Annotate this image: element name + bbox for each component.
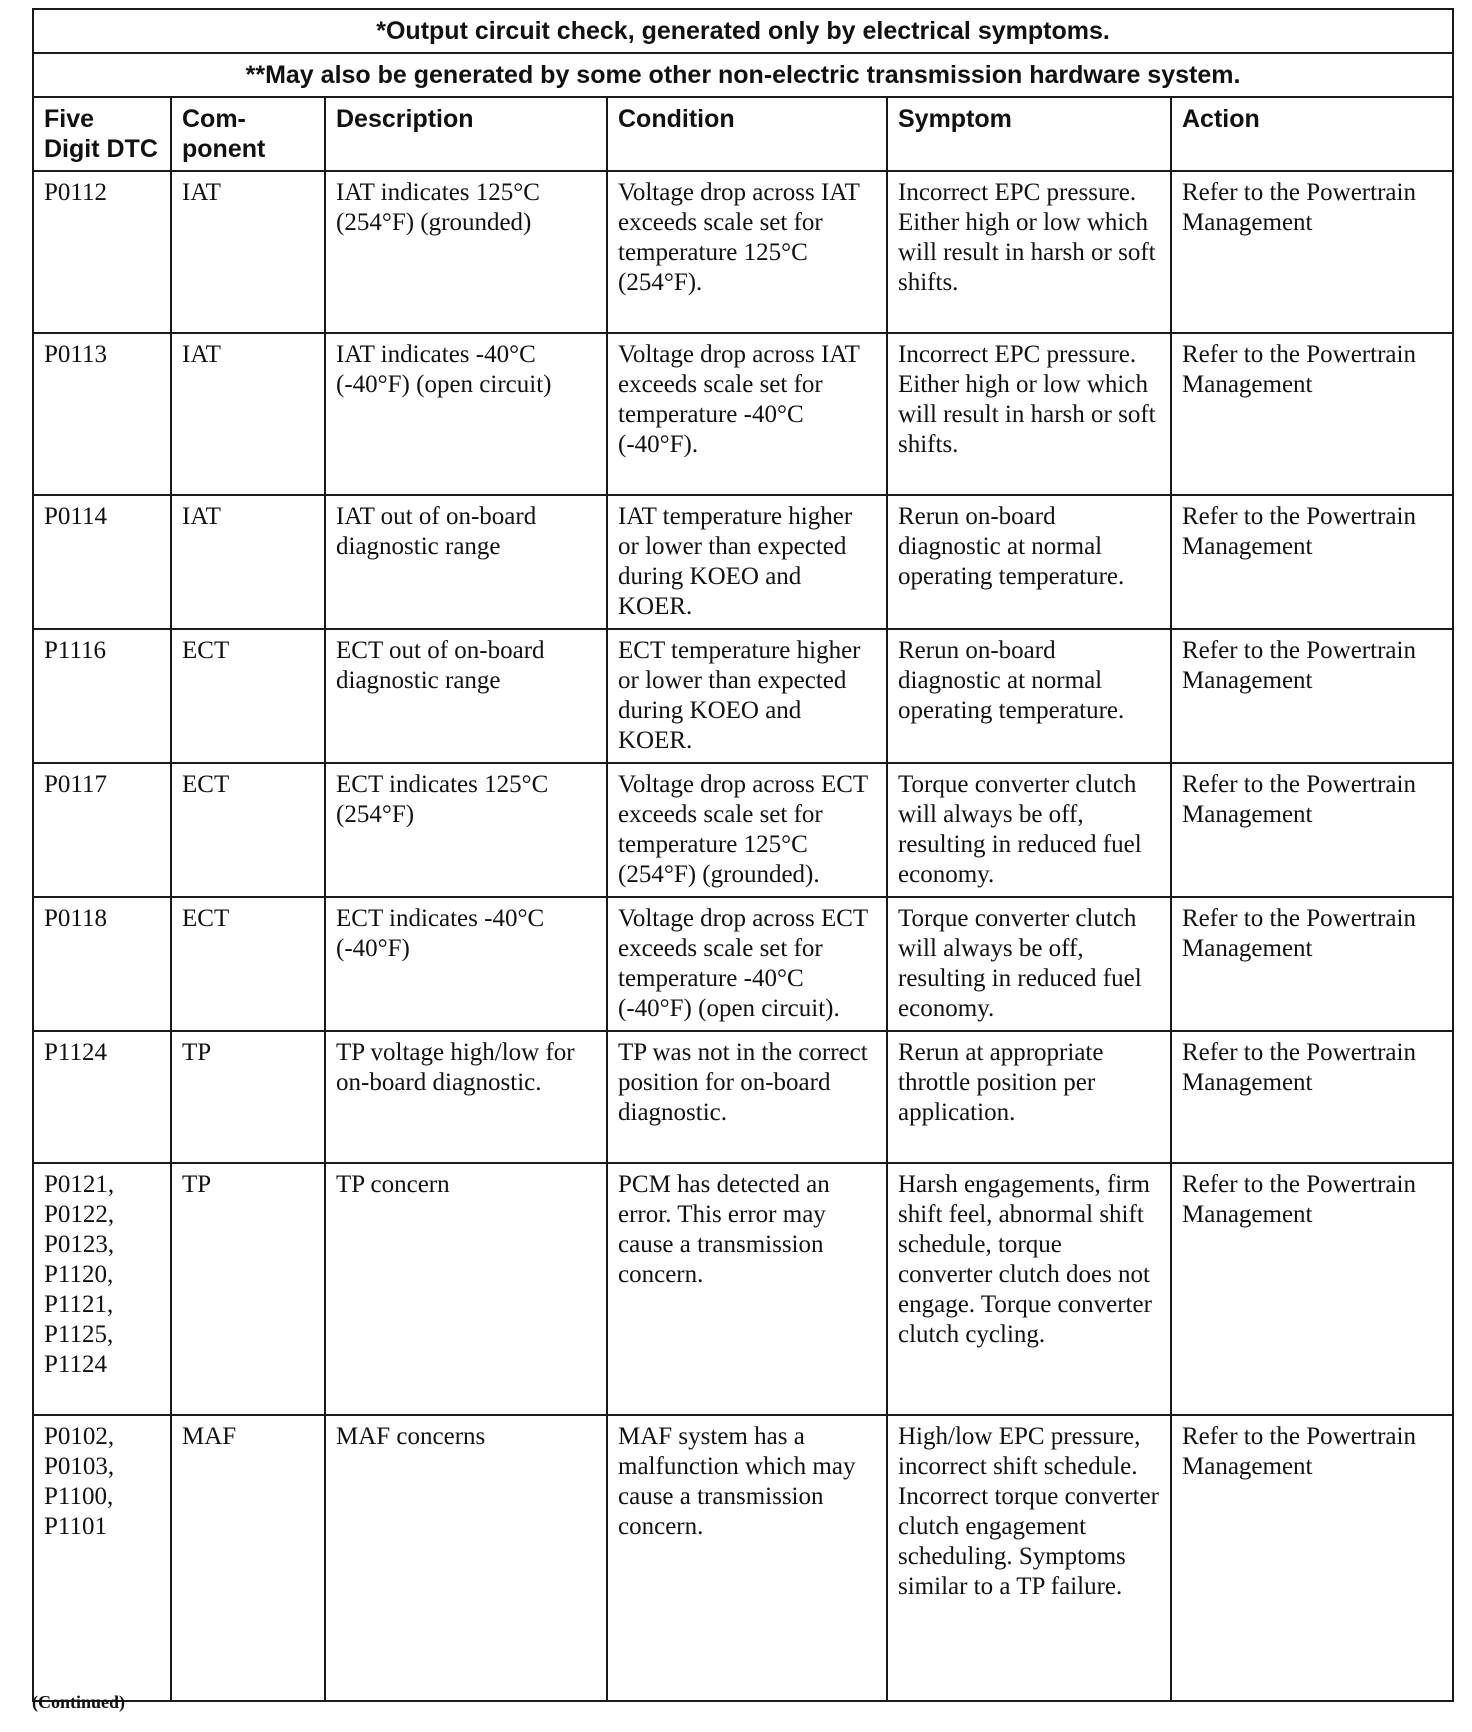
output-circuit-note: *Output circuit check, generated only by electrical symptoms.: [33, 9, 1453, 53]
condition-cell: ECT temperature higher or lower than expected during KOEO and KOER.: [607, 629, 887, 763]
table-row: [33, 333, 1453, 495]
condition-cell: Voltage drop across IAT exceeds scale set for temperature -40°C (-40°F).: [607, 333, 887, 495]
symptom-cell: Rerun on-board diagnostic at normal operating temperature.: [887, 629, 1171, 763]
action-cell: Refer to the Powertrain Management: [1171, 1031, 1453, 1163]
dtc-code-cell: [33, 629, 171, 763]
dtc-code-cell: [33, 1031, 171, 1163]
condition-cell: Voltage drop across IAT exceeds scale set for temperature 125°C (254°F).: [607, 171, 887, 333]
header-dtc: [33, 97, 171, 171]
description-cell: ECT indicates 125°C (254°F): [325, 763, 607, 897]
symptom-cell: Torque converter clutch will always be off, resulting in reduced fuel economy.: [887, 897, 1171, 1031]
dtc-code: P1121,: [44, 1291, 114, 1318]
dtc-code-cell: [33, 1163, 171, 1415]
dtc-code: P0123,: [44, 1231, 115, 1258]
dtc-table: [32, 8, 1454, 1702]
dtc-code: P0122,: [44, 1201, 115, 1228]
symptom-cell: Incorrect EPC pressure. Either high or low which will result in harsh or soft shifts.: [887, 171, 1171, 333]
condition-cell: Voltage drop across ECT exceeds scale set for temperature 125°C (254°F) (grounded).: [607, 763, 887, 897]
header-row: [33, 97, 1453, 171]
dtc-code: P1124: [44, 1351, 107, 1378]
header-condition: Condition: [607, 97, 887, 171]
dtc-code: P1100,: [44, 1483, 114, 1510]
header-dtc-line-1: Five: [44, 105, 95, 133]
component-cell: TP: [171, 1163, 325, 1415]
description-cell: IAT out of on-board diagnostic range: [325, 495, 607, 629]
condition-cell: TP was not in the correct position for on-board diagnostic.: [607, 1031, 887, 1163]
action-cell: Refer to the Powertrain Management: [1171, 171, 1453, 333]
symptom-cell: Torque converter clutch will always be off, resulting in reduced fuel economy.: [887, 763, 1171, 897]
table-row: [33, 763, 1453, 897]
condition-cell: MAF system has a malfunction which may cause a transmission concern.: [607, 1415, 887, 1701]
dtc-code: P0114: [44, 503, 107, 530]
header-component-line-2: ponent: [182, 135, 266, 163]
component-cell: ECT: [171, 897, 325, 1031]
action-cell: Refer to the Powertrain Management: [1171, 495, 1453, 629]
description-cell: IAT indicates 125°C (254°F) (grounded): [325, 171, 607, 333]
component-cell: TP: [171, 1031, 325, 1163]
dtc-document: [32, 8, 1452, 1702]
table-row: [33, 629, 1453, 763]
action-cell: Refer to the Powertrain Management: [1171, 629, 1453, 763]
dtc-code: P1116: [44, 637, 107, 664]
dtc-code: P0102,: [44, 1423, 115, 1450]
dtc-code: P0103,: [44, 1453, 115, 1480]
dtc-code: P1120,: [44, 1261, 114, 1288]
dtc-code: P1101: [44, 1513, 107, 1540]
action-cell: Refer to the Powertrain Management: [1171, 1163, 1453, 1415]
header-action: Action: [1171, 97, 1453, 171]
description-cell: ECT out of on-board diagnostic range: [325, 629, 607, 763]
symptom-cell: Harsh engagements, firm shift feel, abnormal shift schedule, torque converter clutch does not engage. Torque converter clutch cycling.: [887, 1163, 1171, 1415]
dtc-code-cell: [33, 333, 171, 495]
continued-label: (Continued): [32, 1692, 126, 1712]
description-cell: TP concern: [325, 1163, 607, 1415]
condition-cell: Voltage drop across ECT exceeds scale set for temperature -40°C (-40°F) (open circuit).: [607, 897, 887, 1031]
component-cell: ECT: [171, 763, 325, 897]
description-cell: ECT indicates -40°C (-40°F): [325, 897, 607, 1031]
condition-cell: IAT temperature higher or lower than expected during KOEO and KOER.: [607, 495, 887, 629]
dtc-code-cell: [33, 171, 171, 333]
header-dtc-line-2: Digit DTC: [44, 135, 158, 163]
component-cell: MAF: [171, 1415, 325, 1701]
description-cell: MAF concerns: [325, 1415, 607, 1701]
dtc-code: P0113: [44, 341, 107, 368]
component-cell: IAT: [171, 495, 325, 629]
table-row: [33, 897, 1453, 1031]
component-cell: IAT: [171, 171, 325, 333]
component-cell: ECT: [171, 629, 325, 763]
dtc-code: P1124: [44, 1039, 107, 1066]
dtc-code-cell: [33, 763, 171, 897]
action-cell: Refer to the Powertrain Management: [1171, 763, 1453, 897]
component-cell: IAT: [171, 333, 325, 495]
symptom-cell: High/low EPC pressure, incorrect shift schedule. Incorrect torque converter clutch engagement scheduling. Symptoms similar to a TP failure.: [887, 1415, 1171, 1701]
symptom-cell: Rerun at appropriate throttle position per application.: [887, 1031, 1171, 1163]
table-row: [33, 1031, 1453, 1163]
action-cell: Refer to the Powertrain Management: [1171, 333, 1453, 495]
condition-cell: PCM has detected an error. This error may cause a transmission concern.: [607, 1163, 887, 1415]
dtc-code: P0118: [44, 905, 107, 932]
non-electric-note: **May also be generated by some other non-electric transmission hardware system.: [33, 53, 1453, 97]
table-row: [33, 171, 1453, 333]
header-component: [171, 97, 325, 171]
table-row: [33, 1415, 1453, 1701]
action-cell: Refer to the Powertrain Management: [1171, 1415, 1453, 1701]
header-component-line-1: Com-: [182, 105, 246, 133]
dtc-code-cell: [33, 1415, 171, 1701]
dtc-code: P0112: [44, 179, 107, 206]
action-cell: Refer to the Powertrain Management: [1171, 897, 1453, 1031]
dtc-code-cell: [33, 495, 171, 629]
dtc-code-cell: [33, 897, 171, 1031]
description-cell: TP voltage high/low for on-board diagnostic.: [325, 1031, 607, 1163]
symptom-cell: Rerun on-board diagnostic at normal operating temperature.: [887, 495, 1171, 629]
dtc-code: P0121,: [44, 1171, 115, 1198]
dtc-code: P0117: [44, 771, 107, 798]
header-description: Description: [325, 97, 607, 171]
description-cell: IAT indicates -40°C (-40°F) (open circuit): [325, 333, 607, 495]
table-row: [33, 495, 1453, 629]
symptom-cell: Incorrect EPC pressure. Either high or low which will result in harsh or soft shifts.: [887, 333, 1171, 495]
table-row: [33, 1163, 1453, 1415]
header-symptom: Symptom: [887, 97, 1171, 171]
dtc-code: P1125,: [44, 1321, 114, 1348]
